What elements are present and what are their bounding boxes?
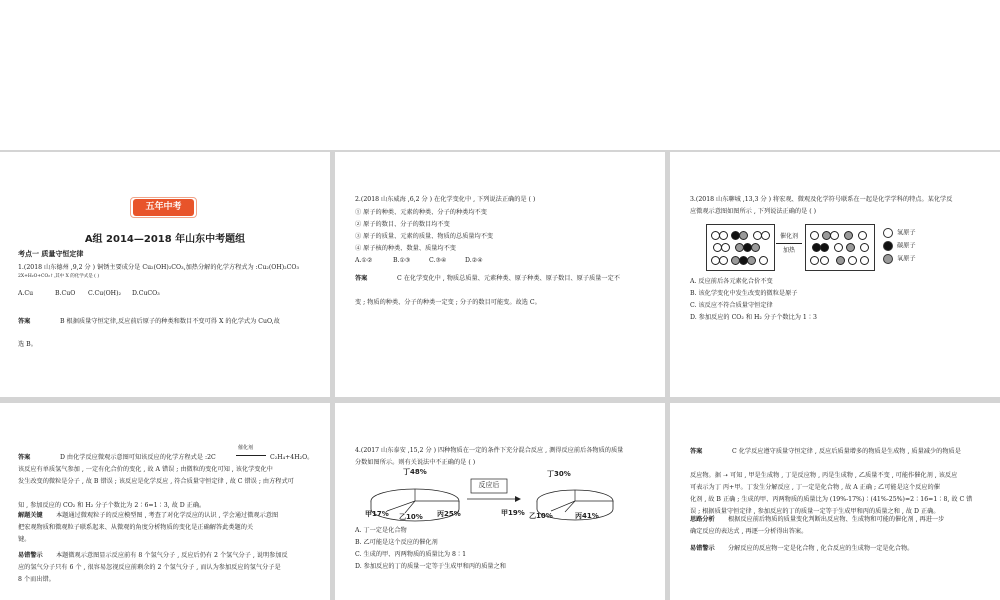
after-reaction-label: 反应后 xyxy=(478,481,500,489)
q3-option-a: A. 反应前后各元素化合价不变 xyxy=(690,278,773,285)
warning-text: 本题微观示意图显示反应前有 8 个氢气分子 , 反应后仍有 2 个氢气分子 , 说明参加反 xyxy=(56,552,288,559)
hydrogen-atom-icon xyxy=(883,228,893,238)
slide-1 xyxy=(0,152,330,397)
q2-option-d: D.②④ xyxy=(465,257,483,264)
warning-text: 分解反应的反应物一定是化合物 , 化合反应的生成物一定是化合物。 xyxy=(728,545,914,552)
key-text: 本题通过微观粒子的反应模型图 , 考查了对化学反应的认识 , 学会通过微观示意图 xyxy=(56,512,279,519)
legend-hydrogen: 氢原子 xyxy=(883,228,916,238)
answer-line1a: D 由化学反应微观示意图可知该反应的化学方程式是 :2C xyxy=(60,454,216,461)
carbon-atom-icon xyxy=(883,241,893,251)
q3-option-c: C. 该反应不符合质量守恒定律 xyxy=(690,302,773,309)
slide-4 xyxy=(0,403,330,600)
products-box xyxy=(805,224,875,271)
answer-line5: 误 ; 根据质量守恒定律 , 参加反应的丁的质量一定等于生成甲和丙的质量之和 , 故 D 正确。 xyxy=(690,508,940,515)
q3-option-d: D. 参加反应的 CO₂ 和 H₂ 分子个数比为 1∶3 xyxy=(690,314,817,321)
q4-option-d: D. 参加反应的丁的质量一定等于生成甲和丙的质量之和 xyxy=(355,563,506,570)
answer-line2: 变 ; 物质的种类、分子的种类一定变 ; 分子的数目可能变。故选 C。 xyxy=(355,299,541,306)
q1-option-d: D.CuCO₃ xyxy=(132,290,160,297)
group-title: A组 2014—2018 年山东中考题组 xyxy=(84,234,246,245)
answer-line1: B 根据质量守恒定律,反应前后原子的种类和数目不变可得 X 的化学式为 CuO,故 xyxy=(60,318,280,325)
answer-line2: 选 B。 xyxy=(18,341,37,348)
answer-label: 答案 xyxy=(355,275,368,282)
q1-option-a: A.Cu xyxy=(18,290,34,297)
q2-option-a: A.①② xyxy=(355,257,373,264)
after-jia: 甲19% xyxy=(501,509,525,517)
answer-line2: 该反应有单质氢气参加 , 一定有化合价的变化 , 故 A 错误 ; 由微粒的变化可知 , 该化学变化中 xyxy=(18,466,273,473)
q2-option-c: C.③④ xyxy=(429,257,447,264)
q1-line2: 2X+H₂O+CO₂↑,其中 X 的化学式是 ( ) xyxy=(18,274,100,279)
warning-text-3: 8 个而出错。 xyxy=(18,576,55,583)
q1-line1: 1.(2018 山东德州 ,9,2 分 ) 铜锈主要成分是 Cu₂(OH)₂CO₃,加热分解的化学方程式为 :Cu₂(OH)₂CO₃ xyxy=(18,264,299,271)
q2-item-4: ④ 原子核的种类、数量、质量均不变 xyxy=(355,245,456,252)
reactants-box xyxy=(706,224,775,271)
slide-3 xyxy=(670,152,1000,397)
q4-option-c: C. 生成的甲、丙两物质的质量比为 8∶1 xyxy=(355,551,467,558)
reaction-arrow xyxy=(776,243,802,244)
heating-label: 加热 xyxy=(782,247,795,254)
before-jia: 甲17% xyxy=(365,510,389,518)
catalyst-label: 催化剂 xyxy=(779,233,798,240)
after-ding: 丁30% xyxy=(547,470,571,478)
q4-line2: 分数如图所示。则有关说法中不正确的是 ( ) xyxy=(355,459,476,466)
key-text-3: 键。 xyxy=(18,536,31,543)
q2-title: 2.(2018 山东威海 ,6,2 分 ) 在化学变化中 , 下列说法正确的是 ( ) xyxy=(355,196,536,203)
answer-label: 答案 xyxy=(690,448,703,455)
q1-option-c: C.Cu(OH)₂ xyxy=(88,290,121,297)
answer-line4: 知 , 参加反应的 CO₂ 和 H₂ 分子个数比为 2∶6=1∶3, 故 D 正确。 xyxy=(18,502,206,509)
q3-line1: 3.(2018 山东聊城 ,13,3 分 ) 将宏观、微观及化学符号联系在一起是化学学科的特点。某化学反 xyxy=(690,196,953,203)
warning-text-2: 应的氢气分子只有 6 个 , 很容易忽视反应前剩余的 2 个氢气分子 , 而认为参加反应的氢气分子是 xyxy=(18,564,281,571)
slide-6 xyxy=(670,403,1000,600)
q2-item-1: ① 原子的种类、元素的种类、分子的种类均不变 xyxy=(355,209,487,216)
analysis-label: 思路分析 xyxy=(690,516,715,523)
warning-label: 易错警示 xyxy=(18,552,43,559)
after-yi: 乙10% xyxy=(529,512,553,520)
slide-2 xyxy=(335,152,665,397)
answer-line1b: C₂H₄+4H₂O。 xyxy=(270,454,314,461)
q1-option-b: B.CuO xyxy=(55,290,76,297)
legend-oxygen: 氧原子 xyxy=(883,254,916,264)
answer-line3: 发生改变的微粒是分子 , 故 B 错误 ; 该反应是化学反应 , 符合质量守恒定律 , 故 C 错误 ; 由方程式可 xyxy=(18,478,294,485)
slide-5 xyxy=(335,403,665,600)
answer-label: 答案 xyxy=(18,318,31,325)
analysis-text: 根据反应前后物质的质量变化判断出反应物、生成物和可能的催化剂 , 再进一步 xyxy=(728,515,990,525)
analysis-text-2: 确定反应的表达式 , 再逐一分析得出答案。 xyxy=(690,528,808,535)
q4-option-a: A. 丁一定是化合物 xyxy=(355,527,407,534)
q2-option-b: B.①③ xyxy=(393,257,411,264)
answer-line3: 可表示为丁 丙+甲。丁发生分解反应 , 丁一定是化合物 , 故 A 正确 ; 乙可能是这个反应的催 xyxy=(690,484,940,491)
q2-item-3: ③ 原子的质量、元素的质量、物质的总质量均不变 xyxy=(355,233,494,240)
key-label: 解题关键 xyxy=(18,512,43,519)
after-bing: 丙41% xyxy=(575,512,599,520)
key-text-2: 把宏观物质和微观粒子联系起来、从微观的角度分析物质的变化是正确解答此类题的关 xyxy=(18,524,254,531)
answer-line1: C 化学反应遵守质量守恒定律 , 反应后质量增多的物质是生成物 , 质量减少的物质是 xyxy=(732,448,961,455)
before-ding: 丁48% xyxy=(403,468,427,476)
q2-item-2: ② 原子的数目、分子的数目均不变 xyxy=(355,221,450,228)
q4-line1: 4.(2017 山东泰安 ,15,2 分 ) 四种物质在一定的条件下充分混合反应 , 测得反应前后各物质的质量 xyxy=(355,447,624,454)
answer-label: 答案 xyxy=(18,454,31,461)
q3-option-b: B. 该化学变化中发生改变的微粒是原子 xyxy=(690,290,798,297)
topic-heading: 考点一 质量守恒定律 xyxy=(18,250,84,258)
equation-arrow xyxy=(236,455,266,456)
answer-line2: 反应物。据 ➝ 可知 , 甲是生成物 , 丁是反应物 , 丙是生成物 , 乙质量不变 , 可能作催化剂 , 该反应 xyxy=(690,472,958,479)
warning-label: 易错警示 xyxy=(690,545,715,552)
oxygen-atom-icon xyxy=(883,254,893,264)
before-yi: 乙10% xyxy=(399,513,423,521)
catalyst-over-arrow: 催化剂 xyxy=(238,445,254,451)
answer-line1: C 在化学变化中 , 物质总质量、元素种类、原子种类、原子数目、原子质量一定不 xyxy=(397,275,620,282)
legend-carbon: 碳原子 xyxy=(883,241,916,251)
answer-line4: 化剂 , 故 B 正确 ; 生成的甲、丙两物质的质量比为 (19%-17%)∶(41%-25%)=2∶16=1∶8, 故 C 错 xyxy=(690,496,973,503)
section-badge: 五年中考 xyxy=(133,199,194,216)
q3-line2: 应微观示意图如图所示 , 下列说法正确的是 ( ) xyxy=(690,208,817,215)
q4-option-b: B. 乙可能是这个反应的催化剂 xyxy=(355,539,438,546)
before-bing: 丙25% xyxy=(437,510,461,518)
